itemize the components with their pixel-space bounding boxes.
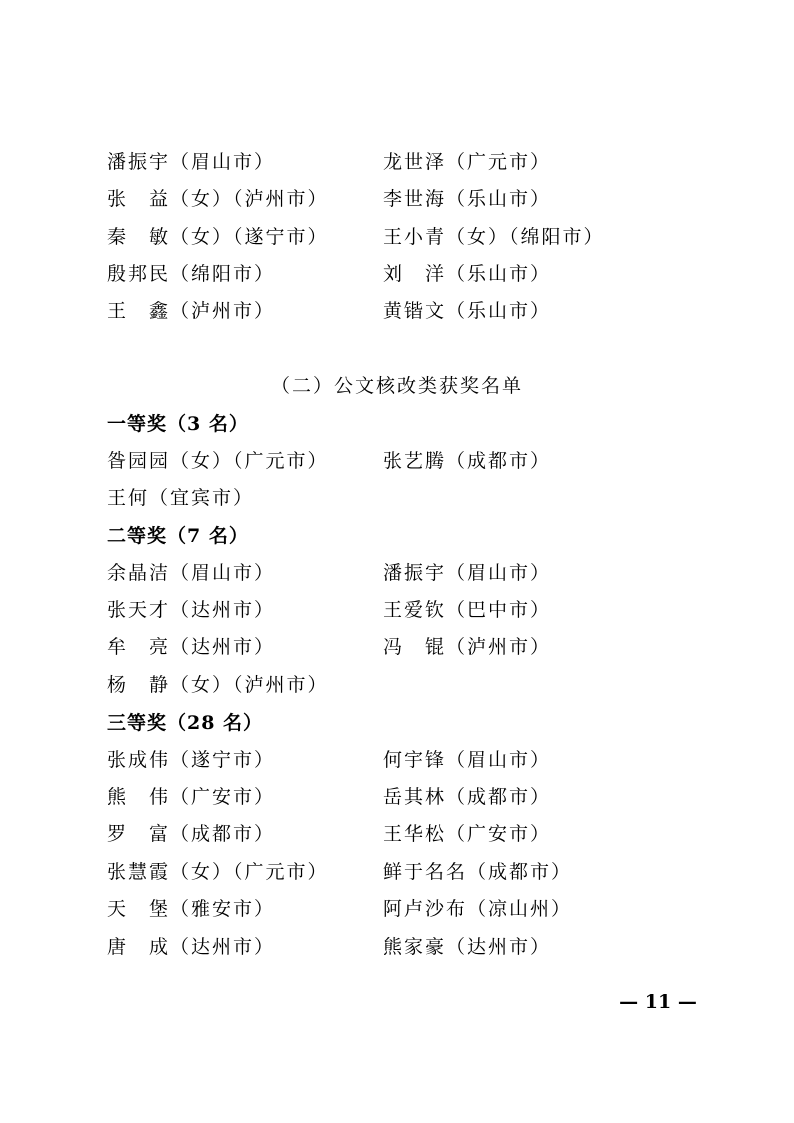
third-prize-heading: 三等奖（28 名） bbox=[107, 712, 264, 734]
list-item: 余晶洁（眉山市） bbox=[107, 562, 276, 584]
list-item: 王爱钦（巴中市） bbox=[383, 599, 552, 621]
list-item: 龙世泽（广元市） bbox=[383, 151, 552, 173]
list-item: 张天才（达州市） bbox=[107, 599, 276, 621]
list-item: 何宇锋（眉山市） bbox=[383, 749, 552, 771]
list-item: 王何（宜宾市） bbox=[107, 487, 255, 509]
list-item: 秦 敏（女）（遂宁市） bbox=[107, 226, 329, 248]
list-item: 牟 亮（达州市） bbox=[107, 636, 276, 658]
list-item: 黄锴文（乐山市） bbox=[383, 300, 552, 322]
list-item: 鲜于名名（成都市） bbox=[383, 861, 573, 883]
list-item: 昝园园（女）（广元市） bbox=[107, 450, 329, 472]
list-item: 阿卢沙布（凉山州） bbox=[383, 898, 573, 920]
list-item: 唐 成（达州市） bbox=[107, 936, 276, 958]
list-item: 王 鑫（泸州市） bbox=[107, 300, 276, 322]
list-item: 杨 静（女）（泸州市） bbox=[107, 674, 329, 696]
list-item: 王华松（广安市） bbox=[383, 823, 552, 845]
list-item: 李世海（乐山市） bbox=[383, 188, 552, 210]
first-prize-heading: 一等奖（3 名） bbox=[107, 413, 249, 435]
list-item: 张艺腾（成都市） bbox=[383, 450, 552, 472]
list-item: 王小青（女）（绵阳市） bbox=[383, 226, 605, 248]
second-prize-heading: 二等奖（7 名） bbox=[107, 525, 249, 547]
list-item: 张 益（女）（泸州市） bbox=[107, 188, 329, 210]
list-item: 潘振宇（眉山市） bbox=[383, 562, 552, 584]
list-item: 冯 锟（泸州市） bbox=[383, 636, 552, 658]
list-item: 张慧霞（女）（广元市） bbox=[107, 861, 329, 883]
list-item: 天 堡（雅安市） bbox=[107, 898, 276, 920]
list-item: 熊家豪（达州市） bbox=[383, 936, 552, 958]
section-title: （二）公文核改类获奖名单 bbox=[270, 375, 523, 397]
page-number: — 11 — bbox=[619, 991, 697, 1013]
list-item: 熊 伟（广安市） bbox=[107, 786, 276, 808]
list-item: 殷邦民（绵阳市） bbox=[107, 263, 276, 285]
list-item: 潘振宇（眉山市） bbox=[107, 151, 276, 173]
list-item: 张成伟（遂宁市） bbox=[107, 749, 276, 771]
list-item: 刘 洋（乐山市） bbox=[383, 263, 552, 285]
list-item: 罗 富（成都市） bbox=[107, 823, 276, 845]
list-item: 岳其林（成都市） bbox=[383, 786, 552, 808]
